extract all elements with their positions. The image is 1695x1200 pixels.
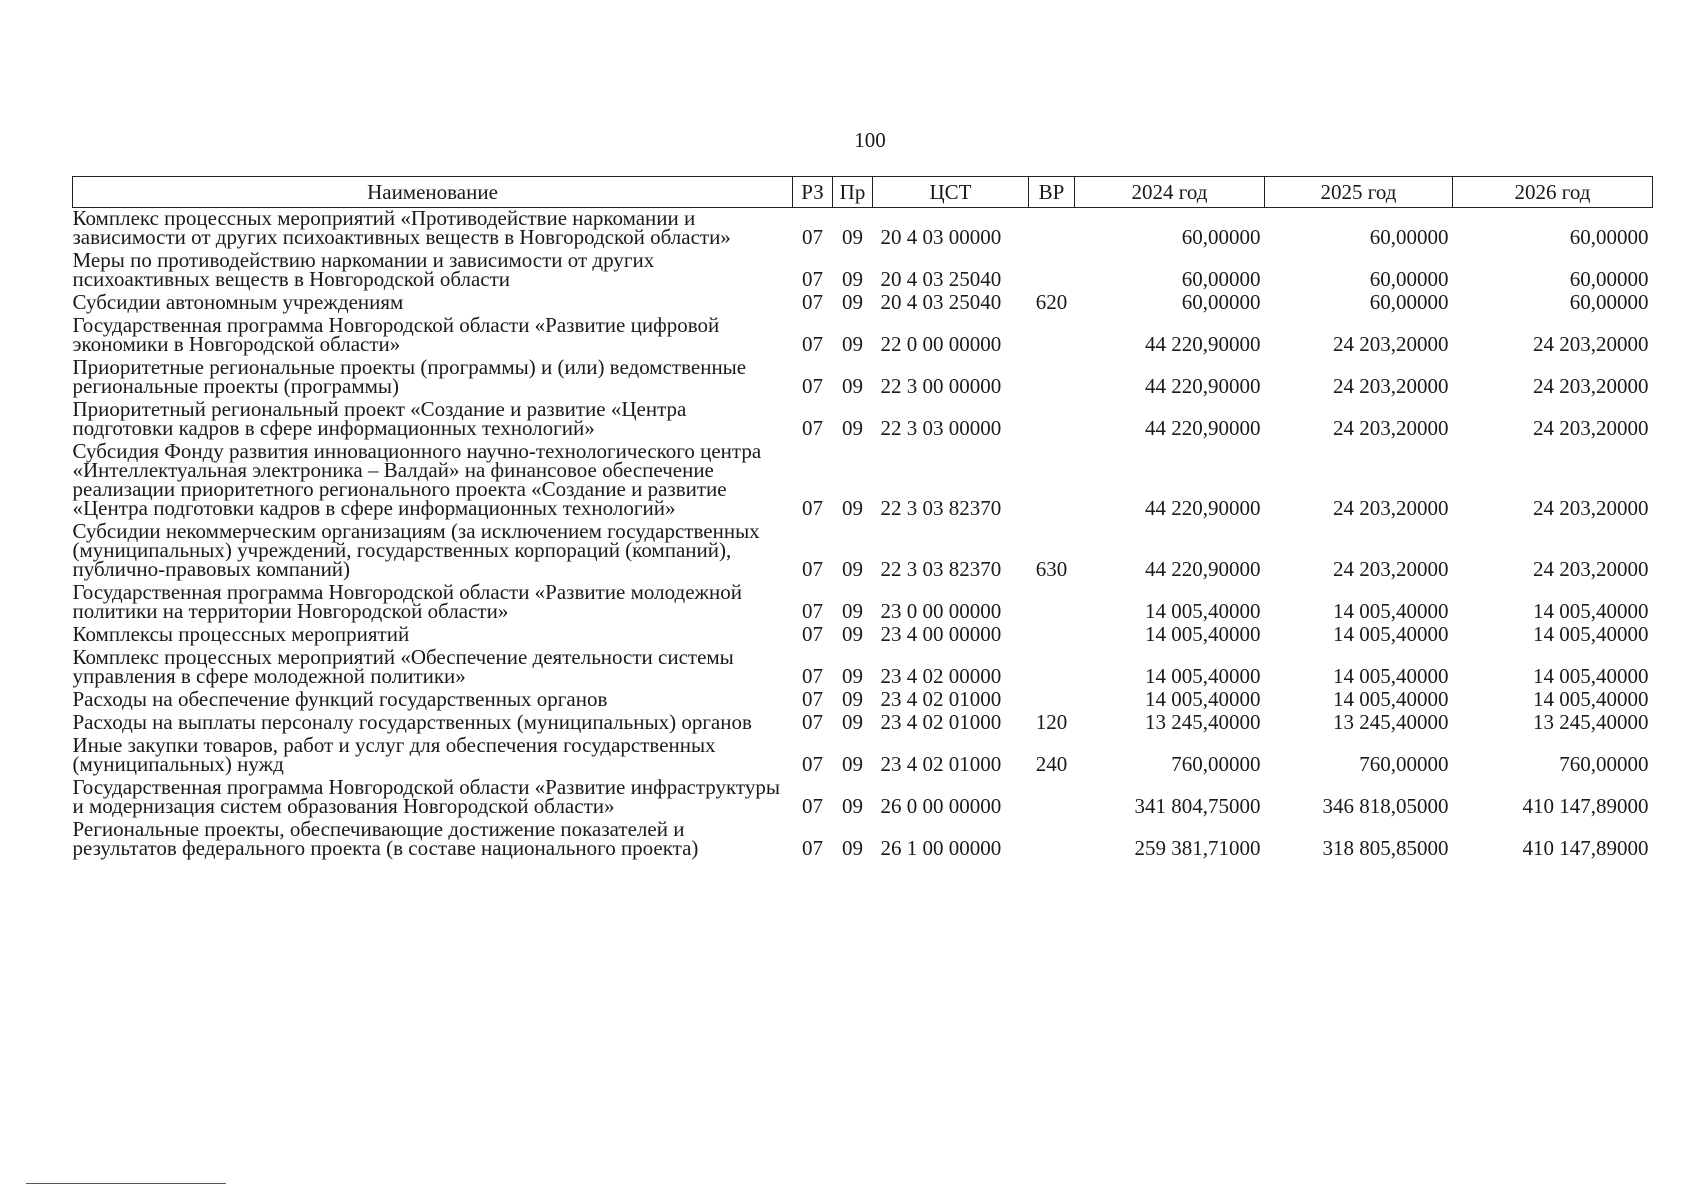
row-name: Комплекс процессных мероприятий «Противодействие наркомании и зависимости от других психоактивных веществ в Новгородской области»	[72, 206, 731, 249]
row-rz: 07	[802, 599, 823, 623]
row-cst: 23 0 00 00000	[880, 599, 1002, 623]
row-rz: 07	[802, 496, 823, 520]
row-name: Комплексы процессных мероприятий	[72, 622, 410, 646]
header-rz: РЗ	[793, 177, 833, 208]
row-vr	[1029, 647, 1075, 689]
table-row	[73, 208, 1653, 251]
table-header	[73, 177, 1653, 208]
row-pr: 09	[842, 416, 863, 440]
table-row	[73, 735, 1653, 777]
row-value-2026: 14 005,40000	[1533, 664, 1649, 688]
row-value-2026: 24 203,20000	[1533, 332, 1649, 356]
row-value-2024: 44 220,90000	[1145, 332, 1261, 356]
header-2025: 2025 год	[1265, 177, 1453, 208]
row-vr	[1029, 399, 1075, 441]
row-pr: 09	[842, 664, 863, 688]
row-name: Государственная программа Новгородской области «Развитие инфраструктуры и модернизация систем образования Новгородской области»	[72, 775, 780, 818]
row-pr: 09	[842, 794, 863, 818]
row-vr: 620	[1035, 290, 1068, 314]
row-pr: 09	[842, 687, 863, 711]
row-value-2026: 14 005,40000	[1533, 687, 1649, 711]
row-value-2025: 318 805,85000	[1322, 836, 1449, 860]
row-value-2024: 14 005,40000	[1145, 599, 1261, 623]
row-value-2025: 14 005,40000	[1333, 622, 1449, 646]
row-cst: 26 0 00 00000	[880, 794, 1002, 818]
row-pr: 09	[842, 752, 863, 776]
row-cst: 20 4 03 25040	[880, 267, 1002, 291]
row-value-2026: 760,00000	[1559, 752, 1649, 776]
row-pr: 09	[842, 836, 863, 860]
row-value-2025: 24 203,20000	[1333, 374, 1449, 398]
row-value-2026: 410 147,89000	[1522, 794, 1649, 818]
row-vr	[1029, 208, 1075, 251]
row-pr: 09	[842, 557, 863, 581]
row-cst: 26 1 00 00000	[880, 836, 1002, 860]
row-name: Расходы на выплаты персоналу государственных (муниципальных) органов	[72, 710, 752, 734]
row-rz: 07	[802, 332, 823, 356]
table-row	[73, 712, 1653, 735]
table-row	[73, 521, 1653, 582]
row-name: Комплекс процессных мероприятий «Обеспечение деятельности системы управления в сфере молодежной политики»	[72, 645, 734, 688]
row-value-2026: 24 203,20000	[1533, 416, 1649, 440]
row-rz: 07	[802, 267, 823, 291]
row-value-2025: 14 005,40000	[1333, 687, 1449, 711]
header-cst: ЦСТ	[873, 177, 1029, 208]
row-value-2024: 44 220,90000	[1145, 557, 1261, 581]
row-rz: 07	[802, 622, 823, 646]
row-value-2025: 24 203,20000	[1333, 496, 1449, 520]
row-name: Приоритетный региональный проект «Создание и развитие «Центра подготовки кадров в сфере информационных технологий»	[72, 397, 687, 440]
row-value-2024: 44 220,90000	[1145, 374, 1261, 398]
row-value-2025: 60,00000	[1369, 225, 1449, 249]
table-row	[73, 441, 1653, 521]
row-value-2026: 14 005,40000	[1533, 599, 1649, 623]
header-vr: ВР	[1029, 177, 1075, 208]
table-row	[73, 819, 1653, 861]
row-name: Приоритетные региональные проекты (программы) и (или) ведомственные региональные проекты (программы)	[72, 355, 747, 398]
footer-rule	[26, 1183, 226, 1184]
row-value-2026: 14 005,40000	[1533, 622, 1649, 646]
header-pr: Пр	[833, 177, 873, 208]
row-value-2025: 346 818,05000	[1322, 794, 1449, 818]
row-pr: 09	[842, 622, 863, 646]
row-vr	[1029, 819, 1075, 861]
row-value-2026: 24 203,20000	[1533, 496, 1649, 520]
header-row	[73, 177, 1653, 208]
row-name: Расходы на обеспечение функций государственных органов	[72, 687, 608, 711]
row-pr: 09	[842, 225, 863, 249]
row-rz: 07	[802, 416, 823, 440]
row-vr: 240	[1035, 752, 1068, 776]
row-cst: 22 3 03 00000	[880, 416, 1002, 440]
row-pr: 09	[842, 496, 863, 520]
row-value-2025: 760,00000	[1359, 752, 1449, 776]
row-cst: 22 0 00 00000	[880, 332, 1002, 356]
row-name: Иные закупки товаров, работ и услуг для обеспечения государственных (муниципальных) нужд	[72, 733, 716, 776]
row-rz: 07	[802, 836, 823, 860]
row-value-2024: 14 005,40000	[1145, 687, 1261, 711]
row-value-2025: 60,00000	[1369, 267, 1449, 291]
row-rz: 07	[802, 687, 823, 711]
table-row	[73, 582, 1653, 624]
row-value-2026: 24 203,20000	[1533, 557, 1649, 581]
table-row	[73, 777, 1653, 819]
row-value-2025: 24 203,20000	[1333, 416, 1449, 440]
header-2024: 2024 год	[1075, 177, 1265, 208]
row-cst: 23 4 02 00000	[880, 664, 1002, 688]
row-cst: 22 3 00 00000	[880, 374, 1002, 398]
table-row	[73, 689, 1653, 712]
row-value-2025: 14 005,40000	[1333, 664, 1449, 688]
table-row	[73, 357, 1653, 399]
row-value-2024: 44 220,90000	[1145, 496, 1261, 520]
row-name: Государственная программа Новгородской области «Развитие цифровой экономики в Новгородской области»	[72, 313, 720, 356]
row-pr: 09	[842, 290, 863, 314]
row-value-2024: 14 005,40000	[1145, 622, 1261, 646]
row-vr	[1029, 441, 1075, 521]
row-rz: 07	[802, 290, 823, 314]
row-value-2024: 60,00000	[1181, 225, 1261, 249]
row-pr: 09	[842, 374, 863, 398]
row-vr	[1029, 357, 1075, 399]
budget-table	[72, 176, 1653, 861]
row-value-2024: 14 005,40000	[1145, 664, 1261, 688]
row-vr	[1029, 689, 1075, 712]
row-vr: 630	[1035, 557, 1068, 581]
row-name: Субсидии автономным учреждениям	[72, 290, 404, 314]
row-pr: 09	[842, 599, 863, 623]
row-vr	[1029, 777, 1075, 819]
table-row	[73, 292, 1653, 315]
row-vr	[1029, 315, 1075, 357]
row-pr: 09	[842, 267, 863, 291]
row-vr	[1029, 250, 1075, 292]
row-cst: 23 4 02 01000	[880, 752, 1002, 776]
row-vr	[1029, 582, 1075, 624]
row-pr: 09	[842, 710, 863, 734]
row-rz: 07	[802, 557, 823, 581]
row-value-2024: 13 245,40000	[1145, 710, 1261, 734]
row-value-2025: 24 203,20000	[1333, 557, 1449, 581]
row-value-2025: 13 245,40000	[1333, 710, 1449, 734]
row-value-2025: 60,00000	[1369, 290, 1449, 314]
row-pr: 09	[842, 332, 863, 356]
row-value-2026: 60,00000	[1569, 225, 1649, 249]
row-value-2026: 60,00000	[1569, 290, 1649, 314]
row-value-2024: 259 381,71000	[1134, 836, 1261, 860]
header-name: Наименование	[73, 177, 793, 208]
row-rz: 07	[802, 710, 823, 734]
table-body	[73, 208, 1653, 862]
row-cst: 23 4 02 01000	[880, 710, 1002, 734]
header-2026: 2026 год	[1453, 177, 1653, 208]
row-rz: 07	[802, 374, 823, 398]
row-rz: 07	[802, 225, 823, 249]
row-value-2024: 60,00000	[1181, 267, 1261, 291]
row-vr	[1029, 624, 1075, 647]
row-name: Меры по противодействию наркомании и зависимости от других психоактивных веществ в Новгородской области	[72, 248, 655, 291]
row-vr: 120	[1035, 710, 1068, 734]
row-value-2024: 760,00000	[1171, 752, 1261, 776]
row-rz: 07	[802, 752, 823, 776]
row-cst: 20 4 03 25040	[880, 290, 1002, 314]
table-row	[73, 399, 1653, 441]
row-value-2024: 44 220,90000	[1145, 416, 1261, 440]
page-number: 100	[854, 128, 886, 152]
row-value-2024: 341 804,75000	[1134, 794, 1261, 818]
row-cst: 22 3 03 82370	[880, 496, 1002, 520]
row-value-2025: 24 203,20000	[1333, 332, 1449, 356]
row-name: Субсидия Фонду развития инновационного научно-технологического центра «Интеллектуальная электроника – Валдай» на финансовое обеспечение реализации приоритетного регионального проекта «Создание и развитие «Центра подготовки кадров в сфере информационных технологий»	[72, 439, 762, 520]
row-name: Субсидии некоммерческим организациям (за исключением государственных (муниципальных) учреждений, государственных корпораций (компаний), публично-правовых компаний)	[72, 519, 760, 581]
row-value-2026: 13 245,40000	[1533, 710, 1649, 734]
row-value-2026: 410 147,89000	[1522, 836, 1649, 860]
row-value-2025: 14 005,40000	[1333, 599, 1449, 623]
row-name: Государственная программа Новгородской области «Развитие молодежной политики на территории Новгородской области»	[72, 580, 742, 623]
row-rz: 07	[802, 794, 823, 818]
table-row	[73, 315, 1653, 357]
row-value-2026: 60,00000	[1569, 267, 1649, 291]
row-cst: 20 4 03 00000	[880, 225, 1002, 249]
row-cst: 22 3 03 82370	[880, 557, 1002, 581]
table-row	[73, 250, 1653, 292]
table-row	[73, 624, 1653, 647]
row-cst: 23 4 02 01000	[880, 687, 1002, 711]
row-value-2024: 60,00000	[1181, 290, 1261, 314]
row-value-2026: 24 203,20000	[1533, 374, 1649, 398]
row-name: Региональные проекты, обеспечивающие достижение показателей и результатов федерального проекта (в составе национального проекта)	[72, 817, 699, 860]
row-rz: 07	[802, 664, 823, 688]
row-cst: 23 4 00 00000	[880, 622, 1002, 646]
table-row	[73, 647, 1653, 689]
